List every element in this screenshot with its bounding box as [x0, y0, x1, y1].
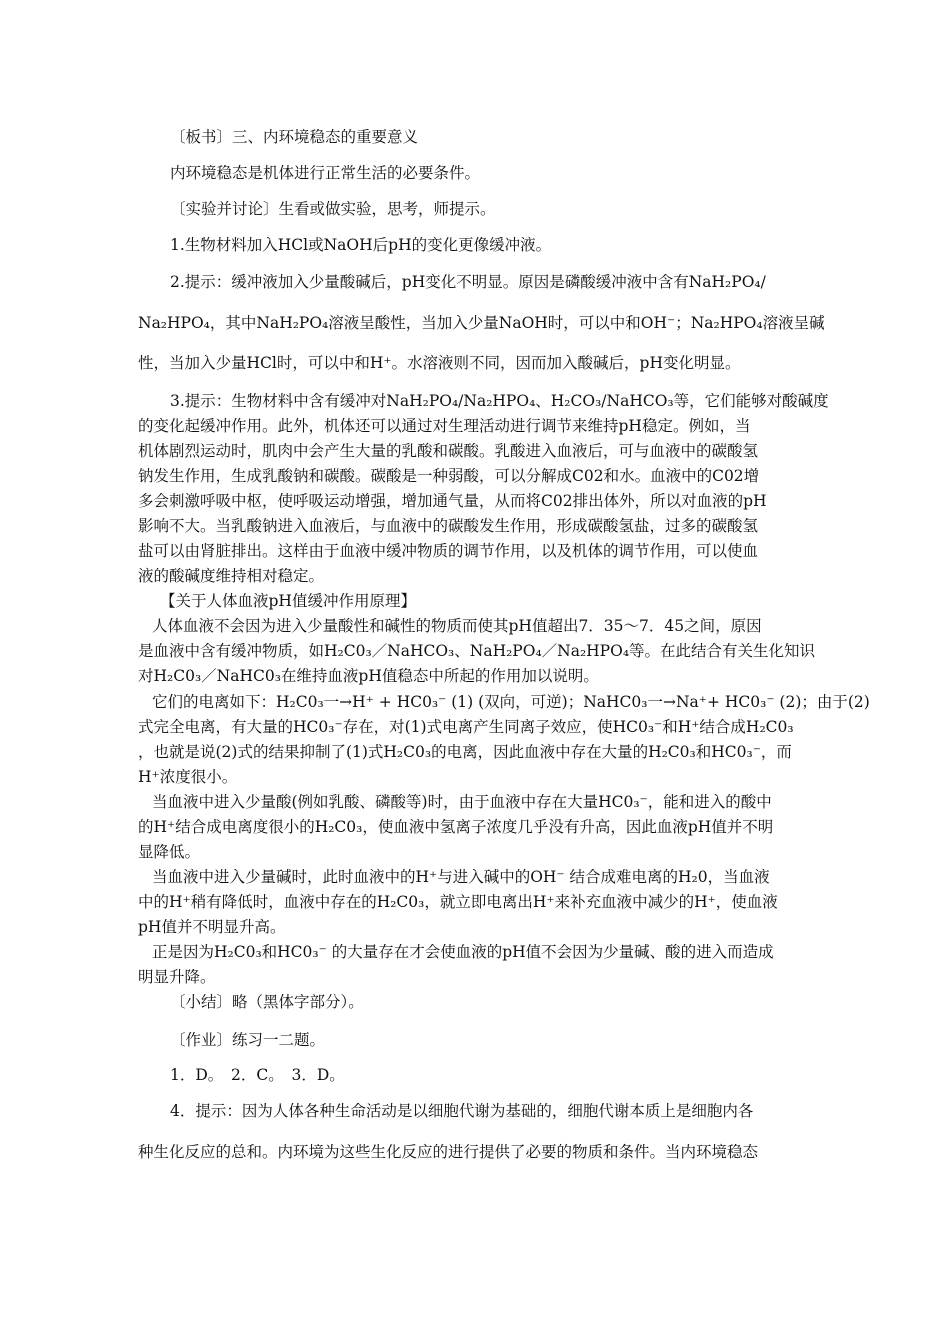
paragraph-line: 2.提示：缓冲液加入少量酸碱后，pH变化不明显。原因是磷酸缓冲液中含有NaH₂PO₄/ [170, 273, 766, 291]
paragraph-line: 正是因为H₂C0₃和HC0₃⁻ 的大量存在才会使血液的pH值不会因为少量碱、酸的进入而造成 [152, 943, 774, 961]
paragraph-line: pH值并不明显升高。 [138, 918, 286, 936]
paragraph-line: 1.生物材料加入HCl或NaOH后pH的变化更像缓冲液。 [170, 236, 552, 254]
paragraph-line: 人体血液不会因为进入少量酸性和碱性的物质而使其pH值超出7．35～7．45之间，原因 [152, 617, 762, 635]
summary-line: 〔小结〕略（黑体字部分）。 [170, 993, 364, 1011]
paragraph-line: 它们的电离如下：H₂C0₃一→H⁺ + HC0₃⁻ (1) (双向，可逆)；NaHC0₃一→Na⁺+ HC0₃⁻ (2)；由于(2) [152, 693, 870, 711]
paragraph-line: 种生化反应的总和。内环境为这些生化反应的进行提供了必要的物质和条件。当内环境稳态 [138, 1143, 759, 1161]
paragraph-line: 的H⁺结合成电离度很小的H₂C0₃，使血液中氢离子浓度几乎没有升高，因此血液pH值并不明 [138, 818, 774, 836]
paragraph-line: 式完全电离，有大量的HC0₃⁻存在，对(1)式电离产生同离子效应，使HC0₃⁻和H⁺结合成H₂C0₃ [138, 718, 794, 736]
paragraph-line: Na₂HPO₄，其中NaH₂PO₄溶液呈酸性，当加入少量NaOH时，可以中和OH⁻；Na₂HPO₄溶液呈碱 [138, 314, 825, 332]
paragraph-line: 明显升降。 [138, 968, 216, 986]
homework-line: 〔作业〕练习一二题。 [170, 1031, 326, 1049]
paragraph-line: 对H₂C0₃／NaHC0₃在维持血液pH值稳态中所起的作用加以说明。 [138, 667, 599, 685]
paragraph-line: 当血液中进入少量酸(例如乳酸、磷酸等)时，由于血液中存在大量HC0₃⁻，能和进入的酸中 [152, 793, 772, 811]
paragraph-line: 内环境稳态是机体进行正常生活的必要条件。 [170, 164, 481, 182]
paragraph-line: 盐可以由肾脏排出。这样由于血液中缓冲物质的调节作用，以及机体的调节作用，可以使血 [138, 542, 759, 560]
paragraph-line: 当血液中进入少量碱时，此时血液中的H⁺与进入碱中的OH⁻ 结合成难电离的H₂0，当血液 [152, 868, 770, 886]
paragraph-line: 是血液中含有缓冲物质，如H₂C0₃／NaHCO₃、NaH₂PO₄／Na₂HPO₄等。在此结合有关生化知识 [138, 642, 816, 660]
paragraph-line: 影响不大。当乳酸钠进入血液后，与血液中的碳酸发生作用，形成碳酸氢盐，过多的碳酸氢 [138, 517, 759, 535]
paragraph-line: 4．提示：因为人体各种生命活动是以细胞代谢为基础的，细胞代谢本质上是细胞内各 [170, 1102, 754, 1120]
board-heading: 〔板书〕三、内环境稳态的重要意义 [170, 128, 419, 146]
paragraph-line: 钠发生作用，生成乳酸钠和碳酸。碳酸是一种弱酸，可以分解成C02和水。血液中的C02增 [138, 467, 760, 485]
paragraph-line: 机体剧烈运动时，肌肉中会产生大量的乳酸和碳酸。乳酸进入血液后，可与血液中的碳酸氢 [138, 442, 759, 460]
paragraph-line: 3.提示：生物材料中含有缓冲对NaH₂PO₄/Na₂HPO₄、H₂CO₃/NaHCO₃等，它们能够对酸碱度 [170, 392, 829, 410]
paragraph-line: ，也就是说(2)式的结果抑制了(1)式H₂C0₃的电离，因此血液中存在大量的H₂C0₃和HC0₃⁻，而 [138, 743, 792, 761]
answers-line: 1．D。 2．C。 3．D。 [170, 1066, 345, 1084]
paragraph-line: 中的H⁺稍有降低时，血液中存在的H₂C0₃，就立即电离出H⁺来补充血液中减少的H⁺，使血液 [138, 893, 778, 911]
paragraph-line: 显降低。 [138, 843, 201, 861]
paragraph-line: H⁺浓度很小。 [138, 768, 238, 786]
paragraph-line: 的变化起缓冲作用。此外，机体还可以通过对生理活动进行调节来维持pH稳定。例如，当 [138, 417, 751, 435]
paragraph-line: 〔实验并讨论〕生看或做实验，思考，师提示。 [170, 200, 496, 218]
paragraph-line: 性，当加入少量HCl时，可以中和H⁺。水溶液则不同，因而加入酸碱后，pH变化明显。 [138, 354, 741, 372]
section-heading: 【关于人体血液pH值缓冲作用原理】 [160, 592, 416, 610]
paragraph-line: 多会刺激呼吸中枢，使呼吸运动增强，增加通气量，从而将C02排出体外，所以对血液的pH [138, 492, 767, 510]
paragraph-line: 液的酸碱度维持相对稳定。 [138, 567, 325, 585]
